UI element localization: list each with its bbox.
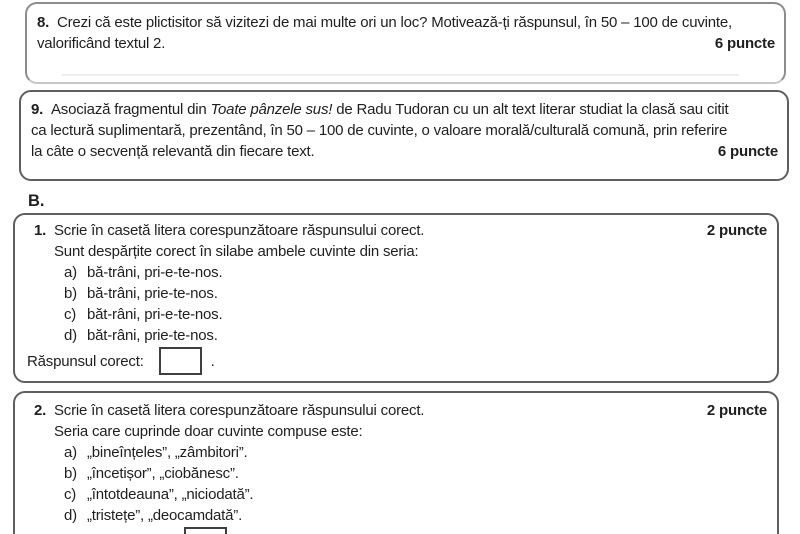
- answer-row: [27, 527, 767, 534]
- question-b2-stem: [54, 421, 767, 442]
- option-c-letter: c): [64, 306, 77, 323]
- option-c: [64, 304, 767, 325]
- option-a-letter: a): [64, 264, 77, 281]
- question-8-line-1: [37, 12, 775, 33]
- question-b1-stem: [54, 241, 767, 262]
- answer-period: .: [210, 352, 215, 370]
- option-a: [64, 262, 767, 283]
- option-c-text: „întotdeauna”, „niciodată”.: [87, 486, 254, 503]
- question-8-line-2: [37, 33, 775, 54]
- option-a-text: bă-trâni, pri-e-te-nos.: [87, 264, 223, 281]
- option-a-text: „bineînțeles”, „zâmbitori”.: [87, 444, 248, 461]
- question-8-points: 6 puncte: [714, 35, 775, 52]
- option-b-letter: b): [64, 285, 77, 302]
- question-b1-line-1: [27, 220, 767, 241]
- option-d-letter: d): [64, 327, 77, 344]
- answer-input-box[interactable]: [159, 347, 202, 375]
- answer-input-box[interactable]: [184, 527, 227, 534]
- question-b1-instruction: Scrie în casetă litera corespunzătoare răspunsului corect.: [54, 222, 425, 239]
- question-9-text-end: la câte o secvență relevantă din fiecare text.: [31, 143, 315, 160]
- question-8-text: Crezi că este plictisitor să vizitezi de mai multe ori un loc? Motivează-ți răspunsul, în 50 – 100 de cuvinte,: [57, 14, 732, 31]
- question-9-box: [19, 90, 789, 181]
- option-b: [64, 283, 767, 304]
- option-c-letter: c): [64, 486, 77, 503]
- question-8-number: 8.: [37, 14, 50, 31]
- option-d-text: „tristețe”, „deocamdată”.: [87, 507, 243, 524]
- option-d: [64, 325, 767, 346]
- option-d-text: băt-râni, prie-te-nos.: [87, 327, 218, 344]
- question-9-points: 6 puncte: [717, 143, 778, 160]
- option-a-letter: a): [64, 444, 77, 461]
- question-b2-line-1: [27, 400, 767, 421]
- answer-row: [27, 347, 767, 375]
- option-b: [64, 463, 767, 484]
- question-8-box: [25, 2, 786, 84]
- book-title: Toate pânzele sus!: [210, 101, 333, 118]
- question-9-line-1: [31, 99, 778, 120]
- option-d-letter: d): [64, 507, 77, 524]
- option-b-letter: b): [64, 465, 77, 482]
- section-b-heading: B.: [28, 192, 45, 210]
- option-c-text: băt-râni, pri-e-te-nos.: [87, 306, 223, 323]
- question-b2-stem-text: Seria care cuprinde doar cuvinte compuse este:: [54, 423, 363, 440]
- question-9-text: Asociază fragmentul din: [51, 101, 211, 118]
- answer-label: Răspunsul corect:: [27, 352, 144, 370]
- question-b2-instruction: Scrie în casetă litera corespunzătoare răspunsului corect.: [54, 402, 425, 419]
- option-b-text: „încetișor”, „ciobănesc”.: [87, 465, 239, 482]
- question-9-text-after-title: de Radu Tudoran cu un alt text literar studiat la clasă sau citit: [332, 101, 729, 118]
- question-b1-stem-text: Sunt despărțite corect în silabe ambele cuvinte din seria:: [54, 243, 419, 260]
- option-c: [64, 484, 767, 505]
- option-d: [64, 505, 767, 526]
- question-b1-box: [13, 213, 779, 383]
- question-9-line-3: [31, 141, 778, 162]
- option-b-text: bă-trâni, prie-te-nos.: [87, 285, 218, 302]
- question-b2-box: [13, 391, 779, 534]
- question-b2-points: 2 puncte: [706, 402, 767, 419]
- option-a: [64, 442, 767, 463]
- question-b2-number: 2.: [34, 402, 47, 419]
- scan-artifact-line: [62, 74, 739, 76]
- question-9-text-continued: ca lectură suplimentară, prezentând, în 50 – 100 de cuvinte, o valoare morală/culturală comună, prin referire: [31, 122, 728, 139]
- question-9-line-2: [31, 120, 778, 141]
- question-8-text-continued: valorificând textul 2.: [37, 35, 166, 52]
- question-b1-points: 2 puncte: [706, 222, 767, 239]
- question-b1-number: 1.: [34, 222, 47, 239]
- question-9-number: 9.: [31, 101, 44, 118]
